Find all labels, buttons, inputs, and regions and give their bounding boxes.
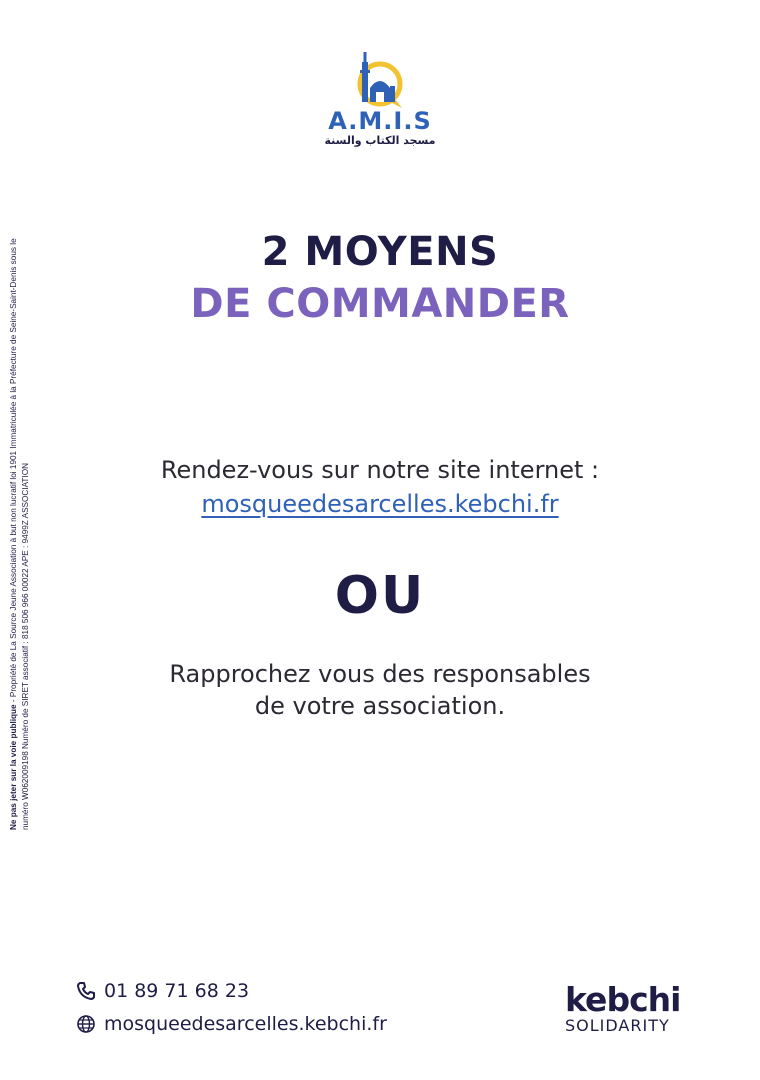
or-separator: OU (334, 566, 426, 626)
association-line2: de votre association. (254, 692, 506, 720)
kebchi-name: kebchi (565, 980, 681, 1019)
mosque-logo-icon (354, 48, 406, 112)
logo-arabic-text: مسجد الكتاب والسنة (324, 134, 436, 147)
website-intro: Rendez-vous sur notre site internet : (160, 456, 600, 484)
amis-logo (320, 48, 440, 168)
website-url: mosqueedesarcelles.kebchi.fr (104, 1013, 387, 1035)
association-line1: Rapprochez vous des responsables (169, 660, 591, 688)
phone-icon (76, 981, 96, 1001)
legal-notice-text: - Propriété de La Source Jeune Association à but non lucratif loi 1901 Immatriculée à la Préfecture de Seine-Saint-Denis sous le numéro W062009198 Numéro de SIRET associatif : 818 506 966 00022 APE : 9499Z ASSOCIATION (9, 238, 30, 830)
headline-line1: 2 MOYENS (261, 229, 499, 275)
legal-notice-bold: Ne pas jeter sur la voie publique (9, 704, 18, 830)
globe-icon (76, 1014, 96, 1034)
kebchi-tagline: SOLIDARITY (565, 1016, 670, 1035)
logo-title: A.M.I.S (328, 107, 432, 135)
phone-number: 01 89 71 68 23 (104, 980, 250, 1002)
footer-website[interactable] (76, 1013, 387, 1035)
footer-phone[interactable] (76, 980, 249, 1002)
website-link[interactable]: mosqueedesarcelles.kebchi.fr (201, 490, 559, 518)
kebchi-logo (565, 980, 689, 1035)
headline-line2: DE COMMANDER (190, 281, 570, 327)
